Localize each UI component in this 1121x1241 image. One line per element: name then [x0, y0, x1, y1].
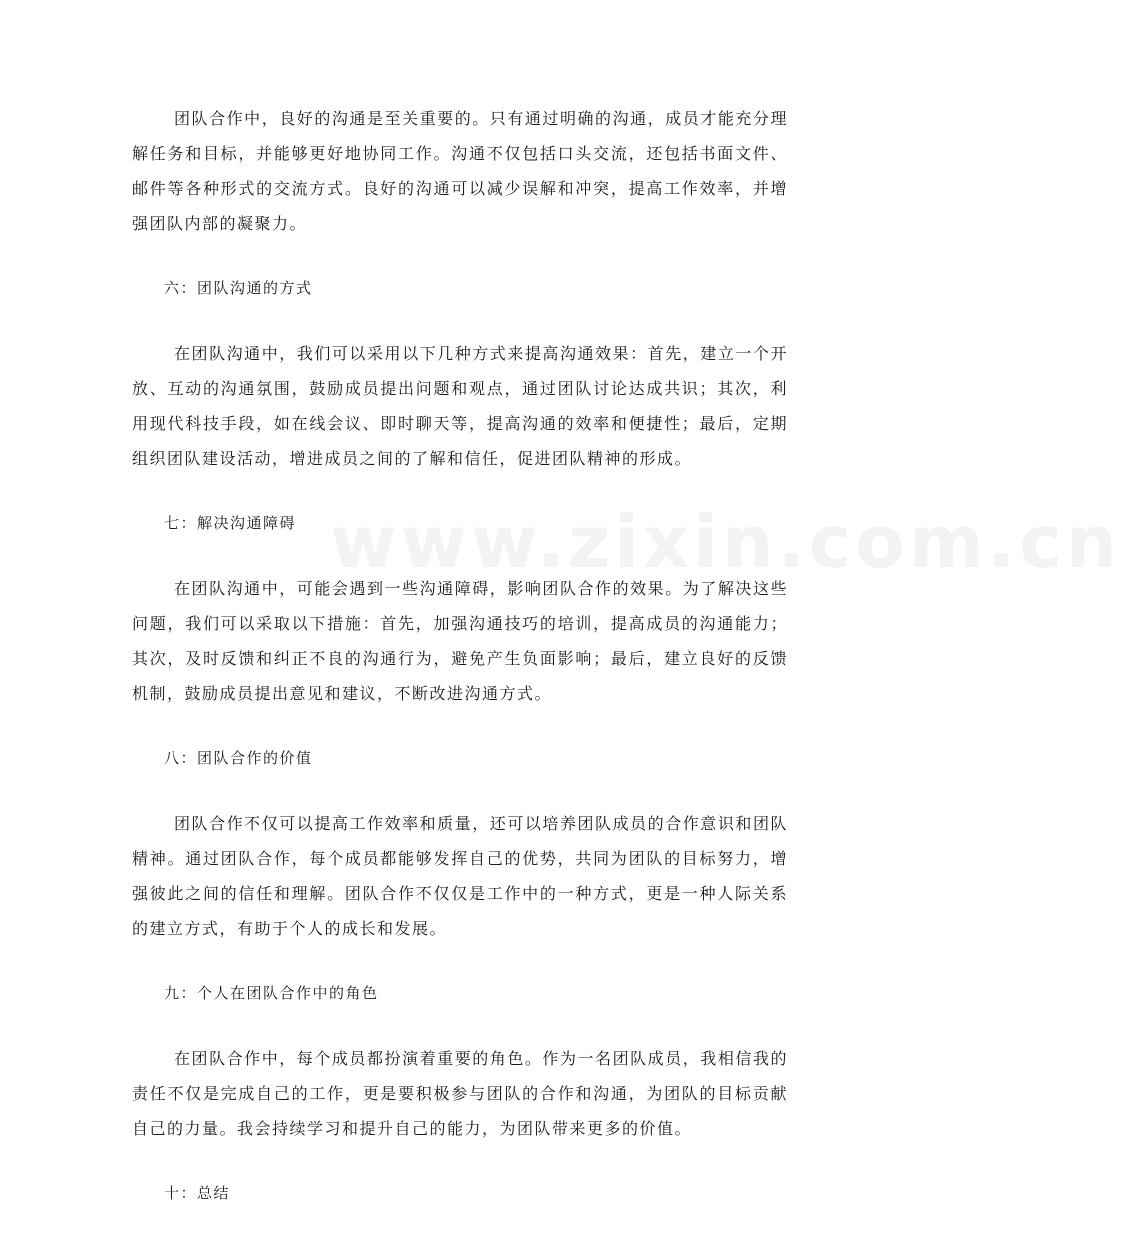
paragraph-communication-methods: 在团队沟通中，我们可以采用以下几种方式来提高沟通效果：首先，建立一个开放、互动的沟通氛围，鼓励成员提出问题和观点，通过团队讨论达成共识；其次，利用现代科技手段，如在线会议、即时聊天等，提高沟通的效率和便捷性；最后，定期组织团队建设活动，增进成员之间的了解和信任，促进团队精神的形成。 — [132, 344, 788, 468]
section-heading-10: 十：总结 — [164, 1184, 231, 1202]
section-heading-8: 八：团队合作的价值 — [164, 749, 313, 767]
section-heading-9: 九：个人在团队合作中的角色 — [164, 984, 379, 1002]
paragraph-individual-role: 在团队合作中，每个成员都扮演着重要的角色。作为一名团队成员，我相信我的责任不仅是完成自己的工作，更是要积极参与团队的合作和沟通，为团队的目标贡献自己的力量。我会持续学习和提升自己的能力，为团队带来更多的价值。 — [132, 1049, 788, 1138]
section-heading-6: 六：团队沟通的方式 — [164, 279, 313, 297]
section-heading-7: 七：解决沟通障碍 — [164, 514, 297, 532]
paragraph-teamwork-value: 团队合作不仅可以提高工作效率和质量，还可以培养团队成员的合作意识和团队精神。通过团队合作，每个成员都能够发挥自己的优势，共同为团队的目标努力，增强彼此之间的信任和理解。团队合作不仅仅是工作中的一种方式，更是一种人际关系的建立方式，有助于个人的成长和发展。 — [132, 814, 788, 938]
watermark: www.zixin.com.cn — [330, 500, 1121, 584]
paragraph-communication-barriers: 在团队沟通中，可能会遇到一些沟通障碍，影响团队合作的效果。为了解决这些问题，我们可以采取以下措施：首先，加强沟通技巧的培训，提高成员的沟通能力；其次，及时反馈和纠正不良的沟通行为，避免产生负面影响；最后，建立良好的反馈机制，鼓励成员提出意见和建议，不断改进沟通方式。 — [132, 579, 788, 703]
paragraph-communication-importance: 团队合作中，良好的沟通是至关重要的。只有通过明确的沟通，成员才能充分理解任务和目标，并能够更好地协同工作。沟通不仅包括口头交流，还包括书面文件、邮件等各种形式的交流方式。良好的沟通可以减少误解和冲突，提高工作效率，并增强团队内部的凝聚力。 — [132, 109, 788, 233]
document-body — [132, 101, 1121, 1241]
